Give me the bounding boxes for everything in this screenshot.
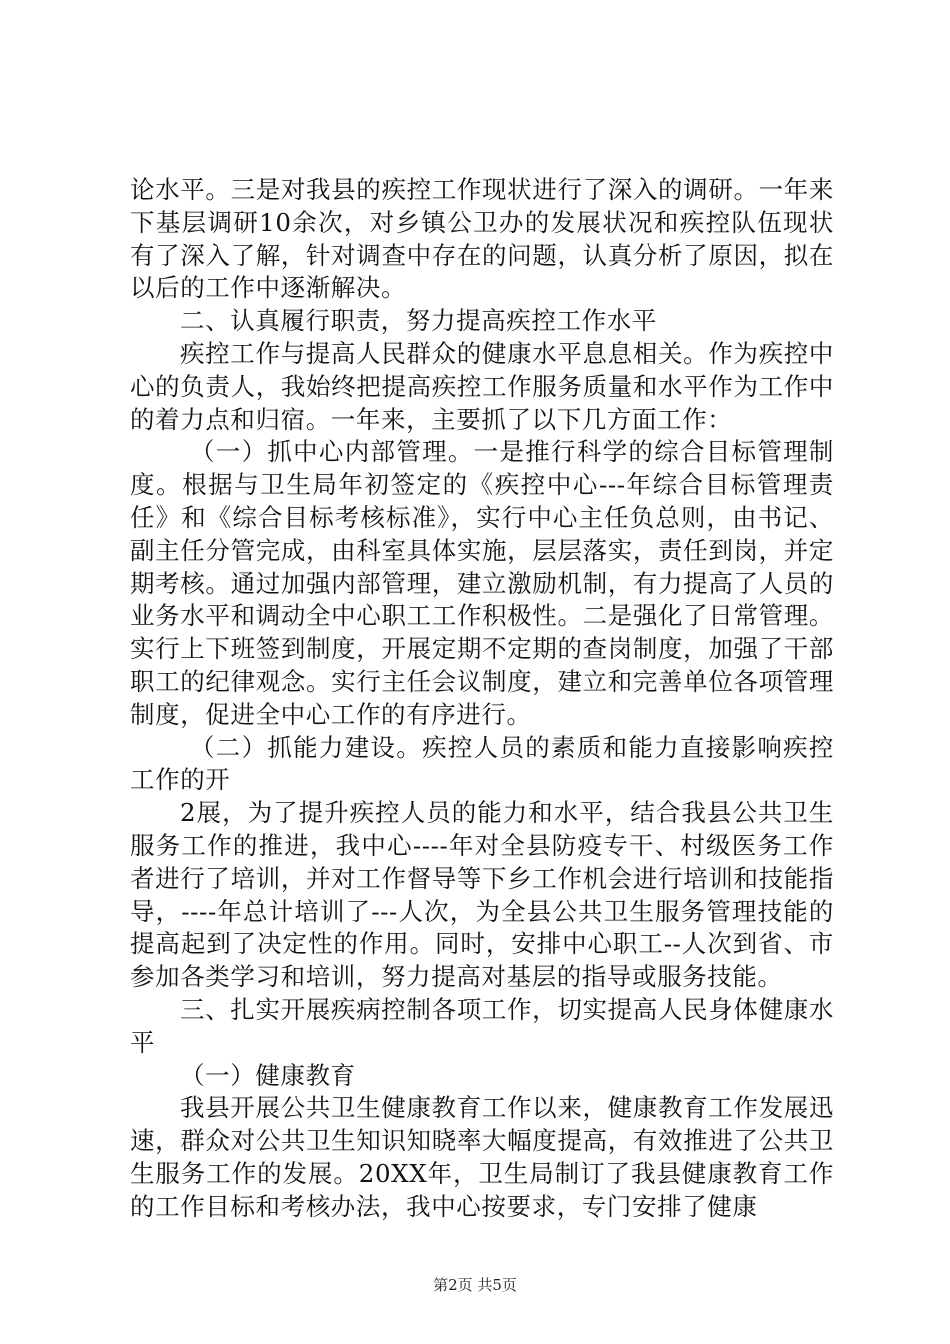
paragraph-3: 疾控工作与提高人民群众的健康水平息息相关。作为疾控中心的负责人，我始终把提高疾控工作服务质量和水平作为工作中的着力点和归宿。一年来，主要抓了以下几方面工作： bbox=[130, 338, 834, 434]
paragraph-4: （一）抓中心内部管理。一是推行科学的综合目标管理制度。根据与卫生局年初签定的《疾控中心---年综合目标管理责任》和《综合目标考核标准》，实行中心主任负总则，由书记、副主任分管完成，由科室具体实施，层层落实，责任到岗，并定期考核。通过加强内部管理，建立激励机制，有力提高了人员的业务水平和调动全中心职工工作积极性。二是强化了日常管理。实行上下班签到制度，开展定期不定期的查岗制度，加强了干部职工的纪律观念。实行主任会议制度，建立和完善单位各项管理制度，促进全中心工作的有序进行。 bbox=[130, 437, 834, 729]
page-footer: 第2页 共5页 bbox=[433, 1276, 517, 1294]
section-heading-3: 三、扎实开展疾病控制各项工作，切实提高人民身体健康水平 bbox=[130, 994, 834, 1057]
paragraph-9: 我县开展公共卫生健康教育工作以来，健康教育工作发展迅速，群众对公共卫生知识知晓率大幅度提高，有效推进了公共卫生服务工作的发展。20XX年，卫生局制订了我县健康教育工作的工作目标和考核办法，我中心按要求，专门安排了健康 bbox=[130, 1093, 834, 1221]
paragraph-1: 论水平。三是对我县的疾控工作现状进行了深入的调研。一年来下基层调研10余次，对乡镇公卫办的发展状况和疾控队伍现状有了深入了解，针对调查中存在的问题，认真分析了原因，拟在以后的工作中逐渐解决。 bbox=[130, 175, 834, 303]
paragraph-6: 2展，为了提升疾控人员的能力和水平，结合我县公共卫生服务工作的推进，我中心----年对全县防疫专干、村级医务工作者进行了培训，并对工作督导等下乡工作机会进行培训和技能指导，----年总计培训了---人次，为全县公共卫生服务管理技能的提高起到了决定性的作用。同时，安排中心职工--人次到省、市参加各类学习和培训，努力提高对基层的指导或服务技能。 bbox=[130, 798, 834, 992]
subheading-health-education: （一）健康教育 bbox=[180, 1060, 356, 1090]
document-body bbox=[130, 174, 834, 1224]
section-heading-2: 二、认真履行职责，努力提高疾控工作水平 bbox=[180, 306, 657, 336]
paragraph-5: （二）抓能力建设。疾控人员的素质和能力直接影响疾控工作的开 bbox=[130, 732, 834, 795]
